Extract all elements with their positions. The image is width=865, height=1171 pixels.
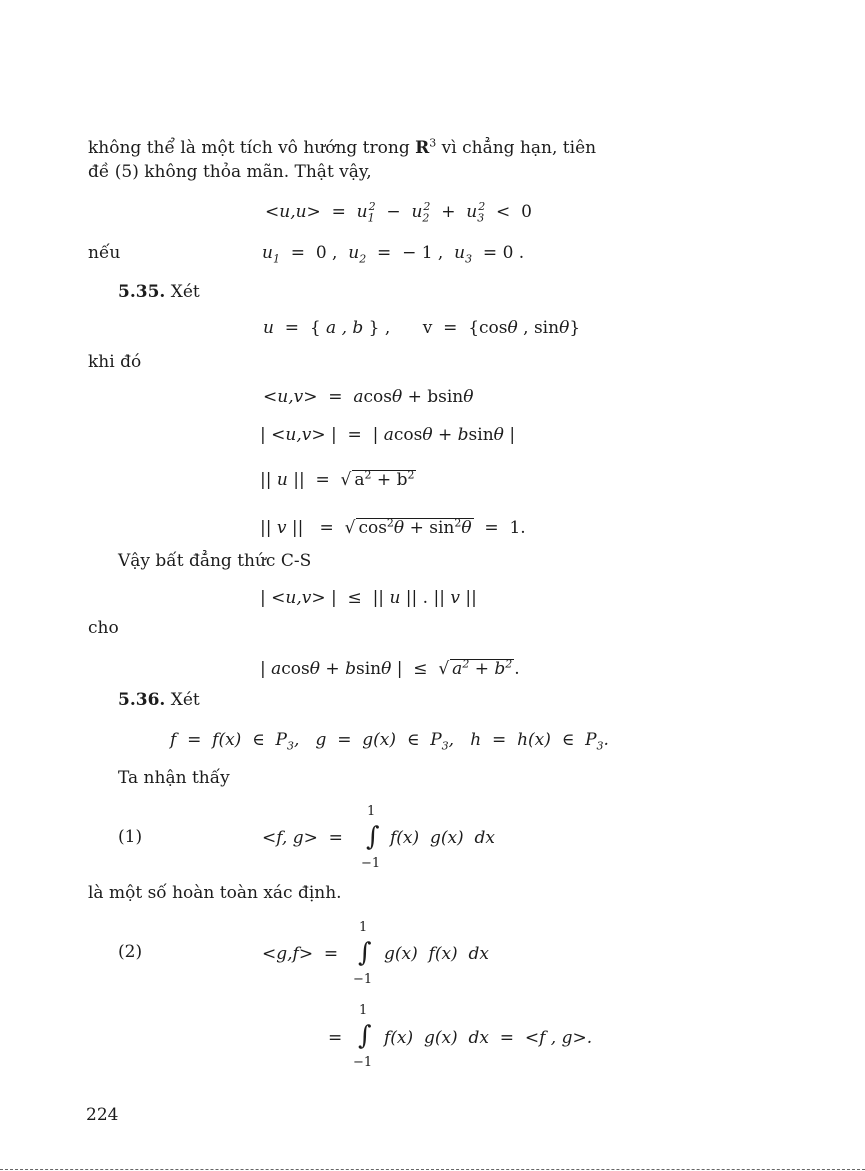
integral3-upper: 1 (359, 1003, 368, 1018)
intro-line-1: không thể là một tích vô hướng trong $R^3$ vì chẳng hạn, tiên (88, 136, 597, 158)
equation-gf-result: f(x) g(x) dx = <f , g>. (384, 1028, 593, 1048)
equation-u-v-def: u = { a , b } , v = {cosθ , sinθ} (263, 318, 581, 338)
equation-norm-v: || v || = √ $\cos^2\theta + \sin^2\theta = 1$. (260, 516, 526, 538)
cho-label: cho (88, 618, 119, 638)
vay-line: Vậy bất đẳng thức C-S (118, 551, 312, 571)
equation-inner-uv: <u,v> = acosθ + bsinθ (263, 387, 474, 407)
equation-gf-eq: = (328, 1028, 343, 1048)
section-5-36: 5.36. Xét (118, 690, 200, 710)
equation-cs: | <u,v> | ≤ || u || . || v || (260, 588, 477, 608)
section-5-35: 5.35. Xét (118, 282, 200, 302)
label-2: (2) (118, 942, 143, 962)
equation-abs-uv: | <u,v> | = | acosθ + bsinθ | (260, 425, 516, 445)
page-number: 224 (86, 1105, 119, 1125)
equation-u-values: $u_1 = 0$ , $u_2$ = − 1 , $u_3 = 0$ . (262, 243, 525, 266)
r-symbol: R (415, 138, 430, 158)
neu-label: nếu (88, 243, 121, 263)
equation-norm-u: || u || = √ $a^2 + b^2$ (260, 468, 415, 490)
integral2-lower: −1 (353, 972, 373, 987)
integral2-upper: 1 (359, 920, 368, 935)
intro-line-2: đề (5) không thỏa mãn. Thật vậy, (88, 162, 372, 182)
page-bottom-rule (0, 1169, 865, 1170)
equation-fgh-def: f = f(x) ∈ $P_3$, g = g(x) ∈ $P_3$, h = h(x) ∈ $P_3$. (170, 730, 609, 753)
equation-fg-right: f(x) g(x) dx (390, 828, 495, 848)
ta-line: Ta nhận thấy (118, 768, 230, 788)
equation-cs-result: | acosθ + bsinθ | ≤ √ $a^2 + b^2$ . (260, 657, 520, 679)
equation-uu: $<u,u> = u_1^2 - u_2^2 + u_3^2 < 0$ (265, 200, 532, 225)
label-1: (1) (118, 827, 143, 847)
equation-gf-right: g(x) f(x) dx (384, 944, 489, 964)
integral1-lower: −1 (361, 856, 381, 871)
integral1-sign: ∫ (366, 822, 380, 852)
integral2-sign: ∫ (358, 938, 372, 968)
integral3-sign: ∫ (358, 1021, 372, 1051)
khido-label: khi đó (88, 352, 142, 372)
integral1-upper: 1 (367, 804, 376, 819)
la-line: là một số hoàn toàn xác định. (88, 883, 342, 903)
equation-fg-left: <f, g> = (262, 828, 343, 848)
r-exponent: 3 (429, 136, 437, 150)
equation-gf-left: <g,f> = (262, 944, 339, 964)
integral3-lower: −1 (353, 1055, 373, 1070)
